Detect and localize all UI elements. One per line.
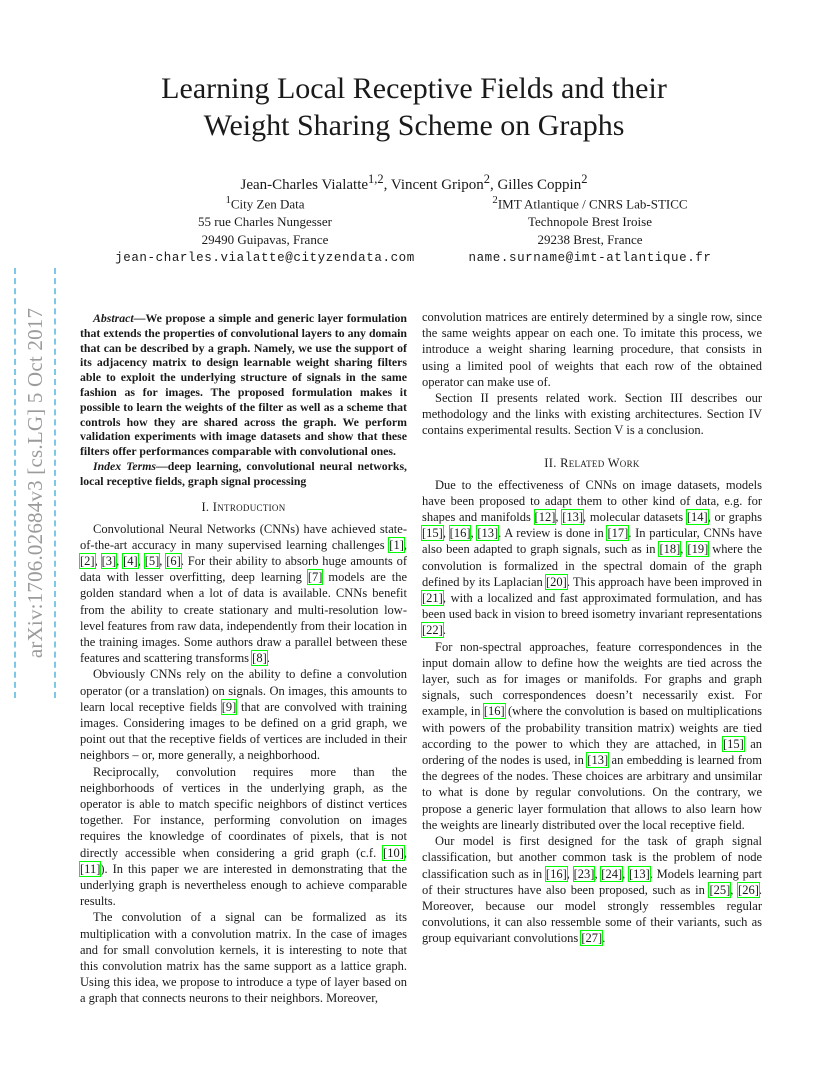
citation-link[interactable]: [21] <box>422 591 443 606</box>
paragraph: Convolutional Neural Networks (CNNs) have achieved state-of-the-art accuracy in many supervised learning challenges [1], [2], [3], [4], [5], [6]. For their ability to absorb huge amounts of data with lesser overfitting, deep learning [7] models are the golden standard when a lot of data is available. CNNs benefit from the ability to create stationary and multi-resolution low-level features from raw data, independently from their location in the training images. Some authors draw a parallel between these features and scattering transforms [8]. <box>80 521 408 666</box>
abstract-text: —We propose a simple and generic layer formulation that extends the properties of convolutional layers to any domain that can be described by a graph. Namely, we use the support of its adjacency matrix to design learnable weight sharing filters able to exploit the underlying structure of signals in the same fashion as for images. The proposed formulation makes it possible to learn the weights of the filter as well as a scheme that controls how they are shared across the graph. We perform validation experiments with image datasets and show that these filters offer performances comparable with convolutional ones. <box>80 311 407 459</box>
citation-link[interactable]: [16] <box>545 866 567 881</box>
affiliation-email[interactable]: jean-charles.vialatte@cityzendata.com <box>115 251 415 266</box>
paragraph: convolution matrices are entirely determined by a single row, since the same weights appear on each one. To imitate this process, we introduce a weight sharing learning procedure, that consists in using a limited pool of weights that each row of the obtained operator can make use of. <box>422 310 762 389</box>
citation-link[interactable]: [19] <box>687 542 709 557</box>
citation-link[interactable]: [12] <box>534 510 556 525</box>
citation-link[interactable]: [1] <box>389 537 404 552</box>
author-superscript: 2 <box>483 172 490 186</box>
paragraph: Reciprocally, convolution requires more than the neighborhoods of vertices in the underlying graph, as the operator is able to match specific neighbors of distinct vertices together. For instance, performing convolution on images requires the knowledge of coordinates of pixels, that is not directly accessible when considering a grid graph (c.f. [10], [11]). In this paper we are interested in demonstrating that the underlying graph is nevertheless enough to achieve comparable results. <box>80 764 407 909</box>
paragraph: Section II presents related work. Section III describes our methodology and the links with existing architectures. Section IV contains experimental results. Section V is a conclusion. <box>422 391 762 438</box>
citation-link[interactable]: [20] <box>546 574 567 589</box>
title-line-1: Learning Local Receptive Fields and their <box>161 72 667 105</box>
citation-link[interactable]: [17] <box>607 526 629 541</box>
citation-link[interactable]: [26] <box>738 882 759 897</box>
affiliation-superscript: 2 <box>492 194 498 206</box>
citation-link[interactable]: [13] <box>477 526 499 541</box>
affiliation-name: City Zen Data <box>230 196 305 212</box>
citation-link[interactable]: [11] <box>80 861 101 876</box>
citation-link[interactable]: [13] <box>562 510 584 525</box>
right-column <box>422 309 762 947</box>
affiliation-city: 29238 Brest, France <box>537 232 643 248</box>
index-terms-text: —deep learning, convolutional neural networks, local receptive fields, graph signal processing <box>80 458 407 488</box>
affiliation-street: Technopole Brest Iroise <box>528 214 652 230</box>
citation-link[interactable]: [23] <box>573 866 595 881</box>
citation-link[interactable]: [5] <box>144 553 160 568</box>
affiliation-superscript: 1 <box>225 194 231 206</box>
paragraph: Obviously CNNs rely on the ability to define a convolution operator (or a translation) on signals. On images, this amounts to learn local receptive fields [9] that are convolved with training images. Considering images to be defined on a grid graph, we point out that the receptive fields of vertices are included in their neighbors – or, more generally, a neighborhood. <box>80 667 407 763</box>
affiliation-right <box>442 191 738 267</box>
citation-link[interactable]: [10] <box>383 845 404 860</box>
section-heading: I. Introduction <box>201 499 286 514</box>
abstract-label: Abstract <box>93 311 134 325</box>
author-list: Jean-Charles Vialatte$^{1,2}$, Vincent Gripon$^2$, Gilles Coppin$^2$ <box>240 172 588 193</box>
section-heading: II. Related Work <box>544 455 640 470</box>
citation-link[interactable]: [15] <box>722 736 744 751</box>
citation-link[interactable]: [24] <box>601 866 623 881</box>
title-line-2: Weight Sharing Scheme on Graphs <box>203 109 625 142</box>
citation-link[interactable]: [4] <box>123 553 138 568</box>
author-name: Gilles Coppin <box>497 177 582 193</box>
citation-link[interactable]: [8] <box>252 651 267 666</box>
citation-link[interactable]: [2] <box>80 553 95 568</box>
paragraph: The convolution of a signal can be formalized as its multiplication with a convolution matrix. In the case of images and for small convolution kernels, it is interesting to note that this convolution matrix has the same support as a lattice graph. Using this idea, we propose to introduce a type of layer based on a graph that connects neurons to their neighbors. Moreover, <box>80 910 407 1006</box>
author-superscript: 1,2 <box>368 172 384 186</box>
author-superscript: 2 <box>581 172 588 186</box>
left-column <box>80 311 407 1007</box>
index-terms <box>80 459 407 489</box>
affiliation-city: 29490 Guipavas, France <box>201 232 329 248</box>
arxiv-stamp <box>14 268 56 698</box>
abstract <box>80 311 407 459</box>
index-terms-label: Index Terms <box>93 458 156 473</box>
paragraph: For non-spectral approaches, feature correspondences in the input domain allow to define how the weights are tied across the layer, such as for images or manifolds. For graphs and graph signals, such correspondences doesn’t necessarily exist. For example, in [16] (where the convolution is based on multiplications with powers of the probability transition matrix) weights are tied according to the power to which they are attached, in [15] an ordering of the nodes is used, in [13] an embedding is learned from the degrees of the nodes. These choices are arbitrary and unsimilar to what is done by regular convolutions. On the contrary, we propose a generic layer formulation that allows to also learn how the weights are linearly distributed over the local receptive field. <box>422 639 762 832</box>
citation-link[interactable]: [15] <box>422 526 443 541</box>
author-name: Vincent Gripon <box>390 177 484 193</box>
citation-link[interactable]: [18] <box>659 542 681 557</box>
affiliation-email[interactable]: name.surname@imt-atlantique.fr <box>468 251 712 266</box>
citation-link[interactable]: [6] <box>166 553 181 568</box>
affiliation-street: 55 rue Charles Nungesser <box>198 214 332 230</box>
author-name: Jean-Charles Vialatte <box>240 177 369 193</box>
citation-link[interactable]: [16] <box>483 704 505 719</box>
citation-link[interactable]: [16] <box>449 526 471 541</box>
citation-link[interactable]: [27] <box>581 931 603 946</box>
affiliation-name: IMT Atlantique / CNRS Lab-STICC <box>497 196 688 212</box>
citation-link[interactable]: [25] <box>709 882 731 897</box>
citation-link[interactable]: [14] <box>686 510 708 525</box>
citation-link[interactable]: [13] <box>587 753 609 768</box>
citation-link[interactable]: [13] <box>628 866 650 881</box>
citation-link[interactable]: [9] <box>221 699 237 714</box>
paper-title <box>60 70 768 144</box>
arxiv-stamp-text: arXiv:1706.02684v3 [cs.LG] 5 Oct 2017 <box>22 307 47 659</box>
affiliation-left <box>100 191 430 267</box>
paragraph: Our model is first designed for the task of graph signal classification, but another common task is the problem of node classification such as in [16], [23], [24], [13]. Models learning part of their structures have also been proposed, such as in [25], [26]. Moreover, because our model strongly ressembles regular convolutions, it can also ressemble some of their variants, such as group equivariant convolutions [27]. <box>422 834 763 946</box>
paragraph: Due to the effectiveness of CNNs on image datasets, models have been proposed to adapt them to other kind of data, e.g. for shapes and manifolds [12], [13], molecular datasets [14], or graphs [15], [16], [13]. A review is done in [17]. In particular, CNNs have also been adapted to graph signals, such as in [18], [19] where the convolution is formalized in the spectral domain of the graph defined by its Laplacian [20]. This approach have been improved in [21], with a localized and fast approximated formulation, and has been used back in vision to breed isometry invariant representations [22]. <box>422 477 763 638</box>
citation-link[interactable]: [22] <box>422 623 443 638</box>
citation-link[interactable]: [7] <box>307 570 323 585</box>
citation-link[interactable]: [3] <box>101 553 117 568</box>
